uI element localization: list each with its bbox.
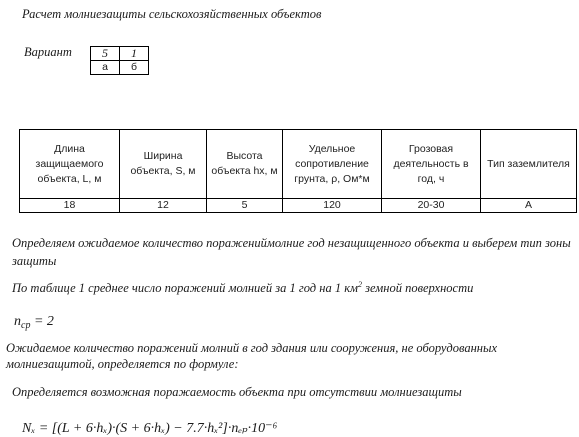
cell-height: 5 [207,199,283,213]
paragraph-table-reference [12,280,473,296]
cell-resistivity: 120 [283,199,382,213]
variant-letter-b: б [120,61,149,75]
paragraph-vulnerability: Определяется возможная поражаемость объекта при отсутствии молниезащиты [12,385,462,399]
variant-letter-a: а [91,61,120,75]
paragraph-formula-intro: Ожидаемое количество поражений молний в год здания или сооружения, не оборудованных молниезащитой, определяется по формуле: [6,341,498,371]
table-row [20,199,577,213]
ncp-equation [14,314,54,331]
ncp-symbol: n [14,314,21,329]
header-height: Высота объекта hх, м [207,130,283,199]
cell-width: 12 [120,199,207,213]
page-title: Расчет молниезащиты сельскохозяйственных объектов [22,7,322,21]
header-length: Длина защищаемого объекта, L, м [20,130,120,199]
p2-superscript: 2 [358,280,363,289]
strike-formula: Nₓ = [(L + 6·hₓ)·(S + 6·hₓ) − 7.7·hₓ²]·nₑₚ·10⁻⁶ [22,421,278,436]
variant-value-2: 1 [120,47,149,61]
cell-thunderstorm: 20-30 [382,199,481,213]
paragraph-expected-strikes: Определяем ожидаемое количество поражениймолние год незащищенного объекта и выберем тип зоны защиты [12,236,571,268]
input-data-table [19,129,577,213]
variant-value-1: 5 [91,47,120,61]
cell-length: 18 [20,199,120,213]
p2-text-end: земной поверхности [362,281,474,295]
header-ground-type: Тип заземлителя [481,130,577,199]
cell-ground-type: А [481,199,577,213]
table-header-row [20,130,577,199]
header-width: Ширина объекта, S, м [120,130,207,199]
variant-table [90,46,149,75]
header-resistivity: Удельное сопротивление грунта, ρ, Ом*м [283,130,382,199]
header-thunderstorm: Грозовая деятельность в год, ч [382,130,481,199]
ncp-subscript: ср [21,320,31,331]
ncp-value: = 2 [30,314,54,329]
p2-text: По таблице 1 среднее число поражений молнией за 1 год на 1 км [12,281,359,295]
variant-label: Вариант [24,45,72,59]
